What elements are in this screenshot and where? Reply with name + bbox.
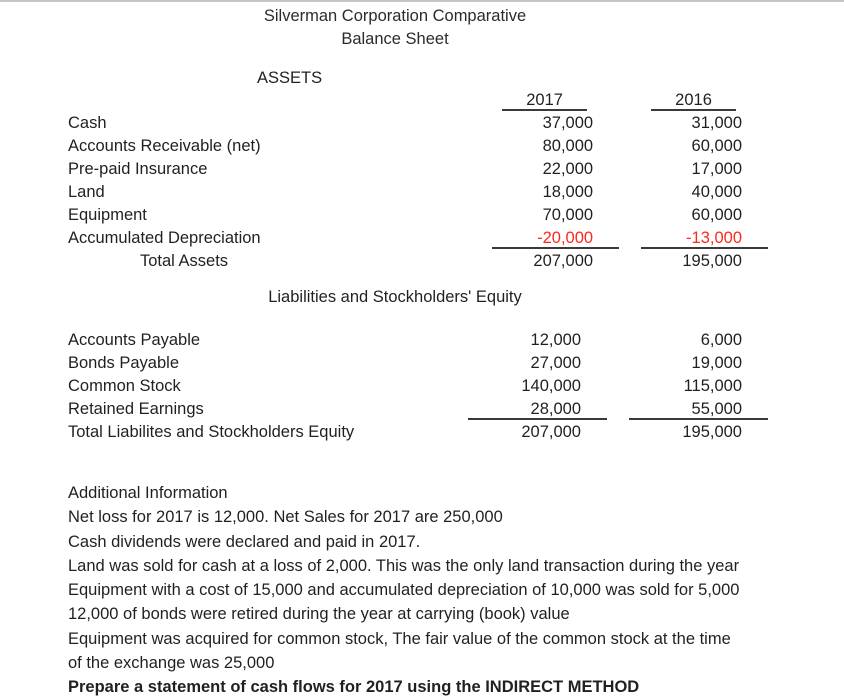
row-amount-2016: 19,000 <box>691 354 742 372</box>
table-row <box>68 227 768 250</box>
row-label: Bonds Payable <box>68 354 179 372</box>
note-line: Additional Information <box>68 484 228 502</box>
row-amount-2016: 17,000 <box>691 160 742 178</box>
document-title-line-2: Balance Sheet <box>341 30 449 48</box>
row-label: Accounts Payable <box>68 331 201 349</box>
row-amount-2017: 12,000 <box>530 331 581 349</box>
table-row <box>68 352 768 375</box>
column-header-2016 <box>619 89 768 112</box>
row-amount-2017: 18,000 <box>542 183 594 201</box>
note-line: Equipment with a cost of 15,000 and accumulated depreciation of 10,000 was sold for 5,000 <box>68 581 740 600</box>
row-amount-2016: 60,000 <box>691 137 742 155</box>
note-line: Equipment was acquired for common stock, The fair value of the common stock at the time <box>68 629 731 648</box>
additional-information-block <box>68 481 788 697</box>
row-label: Accumulated Depreciation <box>68 229 261 247</box>
note-line: Cash dividends were declared and paid in 2017. <box>68 532 421 551</box>
table-row <box>68 329 768 352</box>
row-amount-2016: 195,000 <box>682 252 742 270</box>
table-row <box>68 375 768 398</box>
row-label: Land <box>68 183 105 201</box>
row-label: Cash <box>68 114 107 132</box>
row-label: Accounts Receivable (net) <box>68 137 261 155</box>
row-label: Pre-paid Insurance <box>68 160 208 178</box>
table-row <box>68 181 768 204</box>
table-row <box>68 421 768 444</box>
row-amount-2016: -13,000 <box>619 227 768 250</box>
row-label: Total Liabilites and Stockholders Equity <box>68 423 355 441</box>
document-title <box>0 5 790 51</box>
table-row <box>68 204 768 227</box>
note-line: of the exchange was 25,000 <box>68 654 275 673</box>
table-row <box>68 112 768 135</box>
row-amount-2016: 40,000 <box>691 183 742 201</box>
column-header-2016-label: 2016 <box>675 91 712 109</box>
row-amount-2017: 22,000 <box>542 160 594 178</box>
assets-section-heading: ASSETS <box>257 69 323 87</box>
table-row <box>68 398 768 421</box>
row-amount-2017: 140,000 <box>521 377 581 395</box>
document-title-line-1: Silverman Corporation Comparative <box>263 7 527 25</box>
row-amount-2017: 28,000 <box>446 398 607 421</box>
assets-header-blank <box>68 89 470 112</box>
column-header-2017-label: 2017 <box>526 91 563 109</box>
table-row <box>68 158 768 181</box>
note-line: Net loss for 2017 is 12,000. Net Sales for 2017 are 250,000 <box>68 508 503 527</box>
liabilities-section-heading: Liabilities and Stockholders' Equity <box>268 288 522 306</box>
liabilities-table-body <box>68 329 768 444</box>
table-row <box>68 135 768 158</box>
row-amount-2017: 207,000 <box>521 423 581 441</box>
liabilities-table <box>68 329 768 444</box>
row-amount-2016: 31,000 <box>691 114 742 132</box>
row-amount-2017: 70,000 <box>542 206 594 224</box>
row-amount-2016: 60,000 <box>691 206 742 224</box>
row-amount-2016: 6,000 <box>700 331 742 349</box>
row-amount-2017: 37,000 <box>542 114 594 132</box>
row-amount-2017: 80,000 <box>542 137 594 155</box>
row-amount-2017: -20,000 <box>470 227 619 250</box>
column-header-2017 <box>470 89 619 112</box>
row-amount-2016: 195,000 <box>682 423 742 441</box>
row-amount-2016: 115,000 <box>683 377 742 395</box>
assets-column-header-row <box>68 89 768 112</box>
row-label: Common Stock <box>68 377 181 395</box>
row-label: Equipment <box>68 206 147 224</box>
row-amount-2017: 27,000 <box>530 354 581 372</box>
note-line: Land was sold for cash at a loss of 2,000. This was the only land transaction during the year <box>68 556 740 575</box>
row-label: Total Assets <box>140 252 229 270</box>
instruction-line: Prepare a statement of cash flows for 2017 using the INDIRECT METHOD <box>68 678 640 697</box>
note-line: 12,000 of bonds were retired during the year at carrying (book) value <box>68 605 570 624</box>
table-row <box>68 250 768 273</box>
row-amount-2017: 207,000 <box>533 252 594 270</box>
row-amount-2016: 55,000 <box>607 398 768 421</box>
assets-table-body <box>68 89 768 273</box>
page-top-divider <box>0 0 844 2</box>
assets-table <box>68 89 768 273</box>
row-label: Retained Earnings <box>68 400 204 418</box>
